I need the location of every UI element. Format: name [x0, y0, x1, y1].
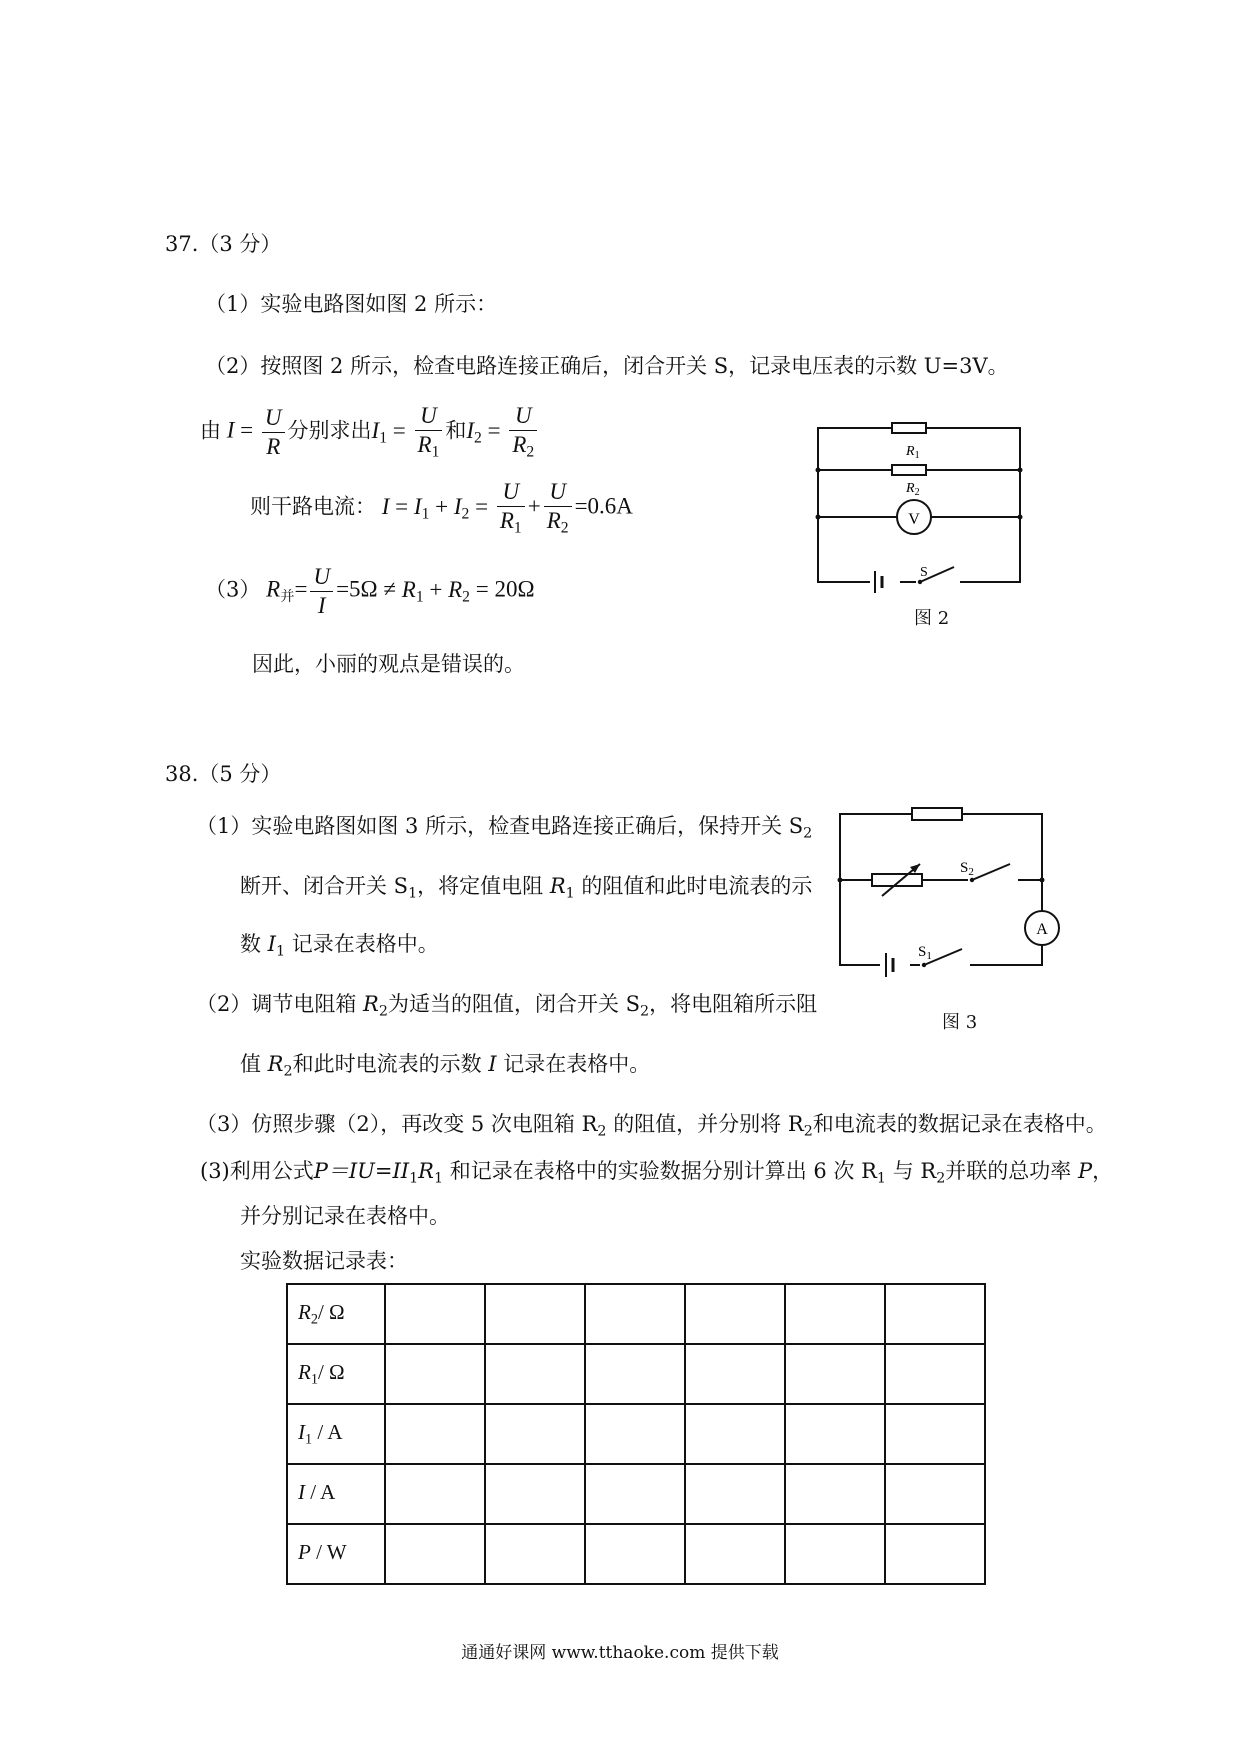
row-label-subscript: 1 — [305, 1431, 313, 1448]
table-cell-blank — [385, 1404, 485, 1464]
q37-step3-line: （3） $R_并=$ $\frac{U}{I}$ $=5\Omega \ne R_1 + R_2 = 20\Omega$ — [205, 564, 535, 618]
table-cell-blank — [785, 1404, 885, 1464]
fig3-s2-label: $S_2$ — [960, 860, 974, 878]
row-label — [287, 1284, 385, 1344]
row-label-unit: / Ω — [317, 1359, 345, 1384]
text-step2-b2: 和此时电流表的示数 — [292, 1052, 482, 1076]
ammeter-label: A — [1036, 921, 1048, 938]
table-cell-blank — [885, 1524, 985, 1584]
row-label — [287, 1404, 385, 1464]
text-step1-a: （1）实验电路图如图 3 所示，检查电路连接正确后，保持开关 S — [196, 814, 804, 838]
table-cell-blank — [685, 1404, 785, 1464]
text-ganlu: 则干路电流： — [250, 494, 376, 519]
figure-3-caption: 图 3 — [942, 1012, 978, 1033]
fraction-u-over-r2-b: $\frac{U}{R_2}$ — [544, 478, 572, 538]
row-label-symbol: R — [298, 1359, 311, 1384]
table-cell-blank — [585, 1464, 685, 1524]
fraction-u-over-i: $\frac{U}{I}$ — [310, 563, 333, 619]
text-step4-c: 与 R — [892, 1159, 937, 1183]
table-cell-blank — [785, 1464, 885, 1524]
text-r-bing-result: =5Ω ≠ — [336, 576, 396, 602]
resistor-r1-symbol — [892, 423, 926, 433]
table-cell-blank — [685, 1524, 785, 1584]
table-row — [287, 1464, 985, 1524]
text-you: 由 — [200, 418, 221, 443]
q38-header: 38.（5 分） — [165, 762, 282, 786]
text-he: 和 — [445, 418, 467, 443]
table-cell-blank — [885, 1404, 985, 1464]
row-label-unit: / A — [305, 1479, 336, 1504]
text-step2-a3: ，将电阻箱所示阻 — [649, 992, 818, 1016]
figure-3-circuit — [830, 800, 1070, 1010]
table-cell-blank — [785, 1344, 885, 1404]
fraction-u-over-r1: $\frac{U}{R_1}$ — [415, 402, 443, 462]
table-cell-blank — [685, 1284, 785, 1344]
q38-step3-line: （3）仿照步骤（2），再改变 5 次电阻箱 $R_2$ 的阻值，并分别将 $R_2$和电流表的数据记录在表格中。 — [196, 1112, 1107, 1140]
text-step2-a: （2）调节电阻箱 — [196, 992, 357, 1016]
fixed-resistor-r1-symbol — [912, 808, 962, 820]
row-label-subscript: 2 — [310, 1311, 318, 1328]
text-step2-b3: 记录在表格中。 — [503, 1052, 651, 1076]
table-cell-blank — [885, 1344, 985, 1404]
q38-step2-line1: （2）调节电阻箱 $R_2$为适当的阻值，闭合开关 $S_2$，将电阻箱所示阻 — [196, 992, 818, 1020]
text-step1-b3: 的阻值和此时电流表的示 — [581, 874, 813, 898]
table-cell-blank — [385, 1284, 485, 1344]
table-cell-blank — [785, 1524, 885, 1584]
text-step4-e: ， — [1092, 1159, 1114, 1183]
q38-step4-line1: (3)利用公式$P=IU=II_1R_1$ 和记录在表格中的实验数据分别计算出 6 次 $R_1$ 与 $R_2$并联的总功率 P， — [200, 1159, 1114, 1187]
row-label-symbol: I — [298, 1419, 305, 1444]
row-label-subscript: 1 — [310, 1371, 318, 1388]
table-cell-blank — [485, 1464, 585, 1524]
table-cell-blank — [485, 1344, 585, 1404]
row-label-unit: / W — [310, 1539, 347, 1564]
text-r-sum-result: = 20Ω — [475, 576, 535, 602]
text-step2-a2: 为适当的阻值，闭合开关 S — [387, 992, 641, 1016]
table-cell-blank — [385, 1524, 485, 1584]
table-row — [287, 1284, 985, 1344]
text-step3-prefix: （3） — [205, 577, 261, 602]
page-footer: 通通好课网 www.tthaoke.com 提供下载 — [461, 1643, 779, 1663]
fraction-u-over-r2: $\frac{U}{R_2}$ — [509, 402, 537, 462]
text-step1-c2: 记录在表格中。 — [291, 932, 439, 956]
q37-conclusion: 因此，小丽的观点是错误的。 — [252, 652, 525, 676]
row-label-symbol: P — [298, 1539, 311, 1564]
table-row — [287, 1524, 985, 1584]
experiment-data-table — [286, 1283, 986, 1585]
text-fenbie: 分别求出 — [287, 418, 372, 443]
resistor-r2-symbol — [892, 465, 926, 475]
text-step4-d: 并联的总功率 — [945, 1159, 1072, 1183]
row-label — [287, 1464, 385, 1524]
table-cell-blank — [485, 1404, 585, 1464]
fig2-s-label: S — [920, 565, 928, 580]
fraction-u-over-r1-b: $\frac{U}{R_1}$ — [497, 478, 525, 538]
row-label — [287, 1524, 385, 1584]
text-step1-b2: ，将定值电阻 — [417, 874, 544, 898]
row-label-unit: / Ω — [317, 1299, 345, 1324]
table-cell-blank — [585, 1404, 685, 1464]
text-step4-a: (3)利用公式 — [200, 1159, 314, 1183]
row-label-symbol: I — [298, 1479, 305, 1504]
table-cell-blank — [585, 1284, 685, 1344]
text-step1-b: 断开、闭合开关 S — [240, 874, 409, 898]
q38-step1-line2: 断开、闭合开关 $S_1$，将定值电阻 $R_1$ 的阻值和此时电流表的示 — [240, 874, 813, 902]
text-step3: （3）仿照步骤（2），再改变 5 次电阻箱 R — [196, 1112, 598, 1136]
text-step1-c: 数 — [240, 932, 261, 956]
q38-table-title: 实验数据记录表： — [240, 1249, 408, 1273]
q38-step1-line3: 数 $I_1$ 记录在表格中。 — [240, 932, 439, 960]
q38-step1-line1: （1）实验电路图如图 3 所示，检查电路连接正确后，保持开关 $S_2$ — [196, 814, 813, 842]
table-row — [287, 1404, 985, 1464]
fig3-s1-label: $S_1$ — [918, 944, 932, 962]
q38-step2-line2: 值 $R_2$和此时电流表的示数 I 记录在表格中。 — [240, 1052, 651, 1080]
q37-main-current-line: 则干路电流： $I = I_1 + I_2$ = $\frac{U}{R_1}$ + $\frac{U}{R_2}$ =0.6A — [250, 479, 633, 537]
q37-step1: （1）实验电路图如图 2 所示： — [205, 292, 498, 316]
row-label-symbol: R — [298, 1299, 311, 1324]
table-cell-blank — [885, 1464, 985, 1524]
table-cell-blank — [385, 1464, 485, 1524]
text-ganlu-result: =0.6A — [574, 493, 633, 519]
experiment-data-table-body — [287, 1284, 985, 1584]
text-r-bing-sub: 并 — [280, 588, 295, 605]
table-cell-blank — [585, 1524, 685, 1584]
text-step3-c: 和电流表的数据记录在表格中。 — [812, 1112, 1107, 1136]
table-cell-blank — [785, 1284, 885, 1344]
q37-step2: （2）按照图 2 所示，检查电路连接正确后，闭合开关 S，记录电压表的示数 U=3V。 — [205, 354, 1009, 378]
table-cell-blank — [485, 1524, 585, 1584]
table-cell-blank — [885, 1284, 985, 1344]
text-step4-b: 和记录在表格中的实验数据分别计算出 6 次 R — [449, 1159, 877, 1183]
fig2-r2-label: $R_2$ — [906, 481, 920, 498]
figure-2-circuit — [810, 420, 1040, 630]
q38-step4-line2: 并分别记录在表格中。 — [240, 1204, 450, 1228]
table-cell-blank — [585, 1344, 685, 1404]
q37-header: 37.（3 分） — [165, 232, 282, 256]
row-label — [287, 1344, 385, 1404]
fraction-u-over-r: $\frac{U}{R}$ — [262, 404, 285, 460]
voltmeter-label: V — [908, 511, 920, 528]
table-row — [287, 1344, 985, 1404]
text-step3-b: 的阻值，并分别将 R — [613, 1112, 804, 1136]
row-label-unit: / A — [312, 1419, 343, 1444]
text-step4-formula: P＝IU=II — [313, 1159, 410, 1183]
fig2-r1-label: $R_1$ — [906, 444, 920, 461]
table-cell-blank — [385, 1344, 485, 1404]
q37-ohms-law-line: 由 I = $\frac{U}{R}$ 分别求出$I_1$ = $\frac{U}{R_1}$ 和$I_2$ = $\frac{U}{R_2}$ — [200, 402, 540, 462]
text-step2-b: 值 — [240, 1052, 261, 1076]
table-cell-blank — [685, 1464, 785, 1524]
table-cell-blank — [685, 1344, 785, 1404]
table-cell-blank — [485, 1284, 585, 1344]
figure-2-caption: 图 2 — [914, 608, 950, 629]
